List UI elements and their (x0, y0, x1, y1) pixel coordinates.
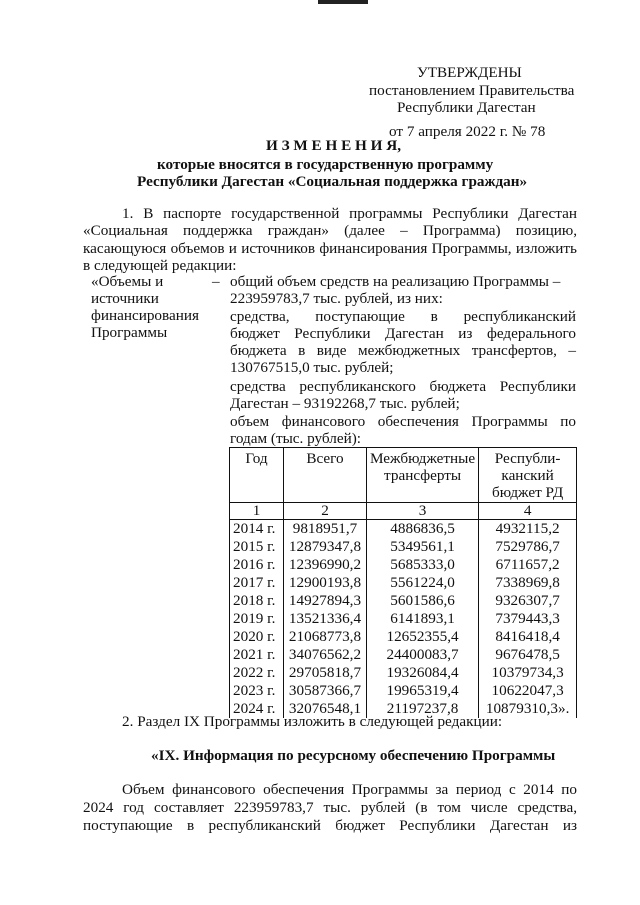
cell-year: 2020 г. (230, 628, 284, 646)
col-number: 2 (284, 503, 367, 520)
passport-text-8: Дагестан – 93192268,7 тыс. рублей; (230, 395, 460, 412)
cell-year: 2014 г. (230, 520, 284, 539)
cell-transfers: 19326084,4 (367, 664, 479, 682)
cell-total: 13521336,4 (284, 610, 367, 628)
cell-year: 2024 г. (230, 700, 284, 718)
cell-regional: 7338969,8 (479, 574, 577, 592)
table-row (230, 682, 577, 700)
passport-dash: – (212, 273, 220, 290)
cell-year: 2023 г. (230, 682, 284, 700)
scan-artifact (318, 0, 368, 4)
table-column-numbers (230, 503, 577, 520)
cell-transfers: 24400083,7 (367, 646, 479, 664)
cell-regional: 10622047,3 (479, 682, 577, 700)
cell-regional: 7379443,3 (479, 610, 577, 628)
passport-text-7: средства республиканского бюджета Республики (230, 378, 576, 395)
passport-text-3: средства, поступающие в республиканский (230, 308, 576, 325)
cell-regional: 6711657,2 (479, 556, 577, 574)
item1-line-4: в следующей редакции: (83, 257, 237, 274)
passport-text-6: 130767515,0 тыс. рублей; (230, 359, 394, 376)
section9-line-1: Объем финансового обеспечения Программы за период с 2014 по (122, 781, 577, 798)
cell-transfers: 21197237,8 (367, 700, 479, 718)
cell-year: 2015 г. (230, 538, 284, 556)
section9-title: «IX. Информация по ресурсному обеспечению Программы (151, 747, 556, 764)
cell-transfers: 5561224,0 (367, 574, 479, 592)
cell-regional: 8416418,4 (479, 628, 577, 646)
cell-transfers: 5685333,0 (367, 556, 479, 574)
document-subtitle-1: которые вносятся в государственную программу (157, 156, 494, 173)
item1-line-1: 1. В паспорте государственной программы Республики Дагестан (122, 205, 577, 222)
passport-label-1: «Объемы и (91, 273, 164, 290)
cell-year: 2022 г. (230, 664, 284, 682)
table-row (230, 664, 577, 682)
cell-transfers: 5349561,1 (367, 538, 479, 556)
table-row (230, 610, 577, 628)
passport-label-2: источники (91, 290, 159, 307)
passport-text-10: годам (тыс. рублей): (230, 430, 361, 447)
cell-total: 34076562,2 (284, 646, 367, 664)
header-transfers: Межбюджетные трансферты (367, 448, 479, 503)
cell-total: 9818951,7 (284, 520, 367, 539)
table-row (230, 592, 577, 610)
approval-line-2: Республики Дагестан (397, 99, 536, 116)
cell-regional: 9676478,5 (479, 646, 577, 664)
cell-total: 12879347,8 (284, 538, 367, 556)
header-regional: Республи- канский бюджет РД (479, 448, 577, 503)
cell-total: 21068773,8 (284, 628, 367, 646)
cell-year: 2019 г. (230, 610, 284, 628)
approval-line-3: от 7 апреля 2022 г. № 78 (389, 123, 546, 140)
passport-text-1: общий объем средств на реализацию Программы – (230, 273, 561, 290)
table-row (230, 574, 577, 592)
table-header-row (230, 448, 577, 503)
section9-line-3: поступающие в республиканский бюджет Республики Дагестан из (83, 817, 577, 834)
table-row (230, 538, 577, 556)
passport-label-4: Программы (91, 324, 168, 341)
cell-transfers: 12652355,4 (367, 628, 479, 646)
item1-line-3: касающуюся объемов и источников финансирования Программы, изложить (83, 240, 577, 257)
passport-text-9: объем финансового обеспечения Программы по (230, 413, 576, 430)
cell-regional: 4932115,2 (479, 520, 577, 539)
cell-regional: 9326307,7 (479, 592, 577, 610)
cell-regional: 10379734,3 (479, 664, 577, 682)
section9-line-2: 2024 год составляет 223959783,7 тыс. рублей (в том числе средства, (83, 799, 577, 816)
document-title: И З М Е Н Е Н И Я, (266, 137, 402, 154)
table-body (230, 520, 577, 719)
cell-transfers: 19965319,4 (367, 682, 479, 700)
cell-transfers: 4886836,5 (367, 520, 479, 539)
cell-total: 30587366,7 (284, 682, 367, 700)
cell-regional: 7529786,7 (479, 538, 577, 556)
cell-total: 12900193,8 (284, 574, 367, 592)
header-total: Всего (284, 448, 367, 503)
approval-title: УТВЕРЖДЕНЫ (417, 64, 522, 81)
cell-year: 2016 г. (230, 556, 284, 574)
passport-text-2: 223959783,7 тыс. рублей, из них: (230, 290, 443, 307)
cell-transfers: 6141893,1 (367, 610, 479, 628)
passport-text-5: бюджета в виде межбюджетных трансфертов, – (230, 342, 576, 359)
passport-label-3: финансирования (91, 307, 199, 324)
item1-line-2: «Социальная поддержка граждан» (далее – Программа) позицию, (83, 222, 577, 239)
cell-year: 2021 г. (230, 646, 284, 664)
cell-total: 29705818,7 (284, 664, 367, 682)
table-row (230, 646, 577, 664)
cell-total: 32076548,1 (284, 700, 367, 718)
financing-table (229, 447, 577, 718)
cell-year: 2017 г. (230, 574, 284, 592)
table-row (230, 520, 577, 539)
passport-text-4: бюджет Республики Дагестан из федерального (230, 325, 576, 342)
col-number: 3 (367, 503, 479, 520)
col-number: 1 (230, 503, 284, 520)
item2-text: 2. Раздел IX Программы изложить в следующей редакции: (122, 713, 503, 730)
approval-line-1: постановлением Правительства (369, 82, 575, 99)
cell-regional: 10879310,3». (479, 700, 577, 718)
cell-total: 12396990,2 (284, 556, 367, 574)
cell-transfers: 5601586,6 (367, 592, 479, 610)
document-subtitle-2: Республики Дагестан «Социальная поддержка граждан» (137, 173, 528, 190)
table-row (230, 556, 577, 574)
header-year: Год (230, 448, 284, 503)
cell-total: 14927894,3 (284, 592, 367, 610)
col-number: 4 (479, 503, 577, 520)
cell-year: 2018 г. (230, 592, 284, 610)
table-row (230, 628, 577, 646)
